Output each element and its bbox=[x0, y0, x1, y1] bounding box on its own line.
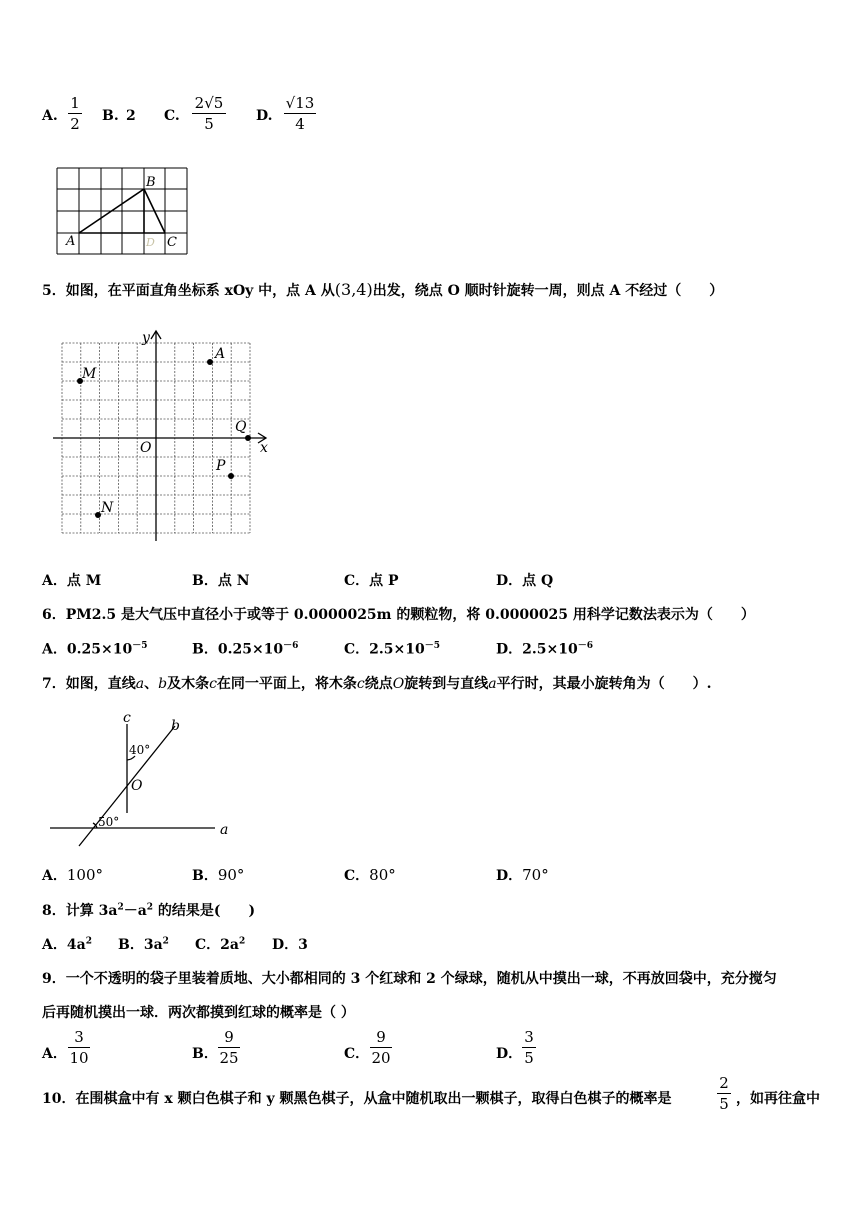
q7-part-7: 平行时，其最小旋转角为（ ）. bbox=[496, 676, 712, 692]
point-q bbox=[245, 435, 251, 441]
q7-lines-figure bbox=[45, 710, 245, 850]
point-m-label: M bbox=[82, 366, 97, 382]
q4-option-d-fraction bbox=[284, 94, 316, 133]
q8-option-b-label: B． bbox=[118, 937, 144, 953]
q6-option-d-label: D． bbox=[496, 641, 523, 658]
q6-option-c[interactable] bbox=[344, 638, 440, 659]
q6-option-b[interactable] bbox=[192, 638, 298, 659]
q9-option-c-label[interactable]: C． bbox=[344, 1046, 370, 1062]
q9-stem-line-2: 后再随机摸出一球．两次都摸到红球的概率是（ ） bbox=[42, 1005, 355, 1021]
q4-triangle-grid-figure bbox=[50, 160, 200, 260]
q9-option-b-label[interactable]: B． bbox=[192, 1046, 218, 1062]
q8-option-a[interactable] bbox=[42, 934, 92, 954]
q5-option-a[interactable] bbox=[42, 570, 101, 590]
q8-option-d[interactable] bbox=[272, 934, 308, 954]
q7-var-o: O bbox=[392, 676, 405, 692]
point-p bbox=[228, 473, 234, 479]
q7-part-3: 及木条 bbox=[167, 676, 210, 692]
q6-option-b-label: B． bbox=[192, 641, 218, 658]
q5-coordinate: (3,4) bbox=[334, 280, 373, 299]
q9-option-c-fraction bbox=[370, 1028, 392, 1067]
q4-option-d-label: D. bbox=[256, 108, 273, 124]
q9-a-numerator: 3 bbox=[74, 1028, 84, 1046]
q4-option-c-fraction bbox=[192, 94, 226, 133]
q5-option-a-text: 点 M bbox=[66, 573, 102, 589]
x-axis-label: x bbox=[260, 440, 268, 456]
q4-option-b-label: B. bbox=[102, 108, 119, 124]
point-d-label: D bbox=[146, 236, 155, 249]
q6-option-d[interactable] bbox=[496, 638, 593, 659]
q6-option-b-exp: －6 bbox=[283, 641, 299, 651]
q8-option-b[interactable] bbox=[118, 934, 169, 954]
q9-d-numerator: 3 bbox=[524, 1028, 534, 1046]
q9-c-numerator: 9 bbox=[376, 1028, 386, 1046]
q7-part-5: 绕点 bbox=[364, 676, 393, 692]
q4-a-numerator: 1 bbox=[70, 94, 80, 112]
point-p-label: P bbox=[216, 458, 226, 474]
q10-denominator: 5 bbox=[719, 1095, 729, 1113]
q5-option-b[interactable] bbox=[192, 570, 250, 590]
q7-option-c-text: 80° bbox=[369, 866, 396, 884]
q7-var-a: a bbox=[135, 676, 145, 692]
q8-stem bbox=[42, 900, 255, 920]
q8-option-d-label: D． bbox=[272, 937, 299, 953]
q9-c-denominator: 20 bbox=[371, 1049, 391, 1067]
q7-var-b: b bbox=[158, 676, 168, 692]
point-b-label: B bbox=[146, 175, 156, 190]
q8-option-c-label: C． bbox=[195, 937, 221, 953]
q7-option-b-label: B． bbox=[192, 868, 218, 884]
q6-option-d-exp: －6 bbox=[577, 641, 593, 651]
q9-b-numerator: 9 bbox=[224, 1028, 234, 1046]
q6-option-a[interactable] bbox=[42, 638, 147, 659]
q10-numerator: 2 bbox=[719, 1074, 729, 1092]
q9-a-denominator: 10 bbox=[69, 1049, 89, 1067]
q7-option-d[interactable] bbox=[496, 865, 549, 885]
label-a: a bbox=[220, 822, 229, 838]
q4-d-numerator: √13 bbox=[285, 94, 315, 112]
q8-option-b-text: 3a bbox=[143, 937, 163, 953]
q7-option-d-label: D． bbox=[496, 868, 523, 884]
q5-option-d[interactable] bbox=[496, 570, 553, 590]
q7-option-d-text: 70° bbox=[522, 866, 549, 884]
q5-option-d-text: 点 Q bbox=[522, 573, 554, 589]
q6-option-a-base: 0.25×10 bbox=[66, 641, 133, 658]
label-b: b bbox=[171, 718, 180, 734]
q7-part-6: 旋转到与直线 bbox=[404, 676, 489, 692]
q5-option-c-label: C． bbox=[344, 573, 370, 589]
q7-stem bbox=[42, 673, 711, 693]
q5-option-b-text: 点 N bbox=[217, 573, 250, 589]
q7-part-1: 7．如图，直线 bbox=[42, 676, 136, 692]
y-axis-label: y bbox=[142, 330, 150, 346]
q6-option-b-base: 0.25×10 bbox=[217, 641, 284, 658]
q5-option-b-label: B． bbox=[192, 573, 218, 589]
point-a-label: A bbox=[66, 234, 76, 249]
q8-text-mid: －a bbox=[123, 903, 147, 919]
q5-option-c[interactable] bbox=[344, 570, 399, 590]
q8-option-c[interactable] bbox=[195, 934, 245, 954]
q10-stem-before: 10．在围棋盒中有 x 颗白色棋子和 y 颗黑色棋子，从盒中随机取出一颗棋子，取得白色棋子的概率是 bbox=[42, 1091, 672, 1107]
q4-option-b-value: 2 bbox=[126, 108, 136, 124]
q5-text-before: 5．如图，在平面直角坐标系 xOy 中，点 A 从 bbox=[42, 283, 335, 299]
q9-option-d-label[interactable]: D． bbox=[496, 1046, 523, 1062]
q7-option-c-label: C． bbox=[344, 868, 370, 884]
q8-sup-1: 2 bbox=[117, 902, 124, 913]
q9-option-a-fraction bbox=[68, 1028, 90, 1067]
q4-option-c-label: C. bbox=[164, 108, 180, 124]
q7-option-a[interactable] bbox=[42, 865, 103, 885]
q7-option-b-text: 90° bbox=[217, 866, 245, 884]
q5-text-after: 出发，绕点 O 顺时针旋转一周，则点 A 不经过（ ） bbox=[372, 283, 724, 299]
q7-option-a-label: A． bbox=[42, 868, 67, 884]
q8-option-a-label: A． bbox=[42, 937, 67, 953]
q7-part-2: 、 bbox=[144, 676, 159, 692]
q5-option-c-text: 点 P bbox=[369, 573, 399, 589]
q4-d-denominator: 4 bbox=[295, 115, 305, 133]
q5-option-a-label: A． bbox=[42, 573, 67, 589]
q6-option-a-exp: －5 bbox=[132, 641, 148, 651]
angle-50-label: 50° bbox=[98, 815, 120, 829]
q8-text-before: 8．计算 3a bbox=[42, 903, 118, 919]
origin-label: O bbox=[140, 440, 152, 456]
q9-b-denominator: 25 bbox=[219, 1049, 239, 1067]
q4-c-numerator: 2√5 bbox=[194, 94, 224, 112]
q7-option-a-text: 100° bbox=[66, 866, 104, 884]
q8-option-b-sup: 2 bbox=[162, 936, 169, 947]
q5-stem bbox=[42, 280, 723, 300]
q6-option-c-exp: －5 bbox=[424, 641, 440, 651]
q6-option-d-base: 2.5×10 bbox=[522, 641, 578, 658]
q8-option-a-text: 4a bbox=[66, 937, 86, 953]
q4-c-denominator: 5 bbox=[204, 115, 214, 133]
q7-option-c[interactable] bbox=[344, 865, 396, 885]
q9-option-d-fraction bbox=[522, 1028, 536, 1067]
q8-option-c-sup: 2 bbox=[238, 936, 246, 947]
label-c: c bbox=[123, 710, 131, 726]
angle-40-label: 40° bbox=[129, 743, 151, 757]
point-c-label: C bbox=[167, 235, 177, 250]
point-q-label: Q bbox=[235, 419, 247, 435]
point-n-label: N bbox=[101, 500, 114, 516]
q6-stem: 6．PM2.5 是大气压中直径小于或等于 0.0000025m 的颗粒物，将 0.0000025 用科学记数法表示为（ ） bbox=[42, 607, 755, 623]
q6-option-c-base: 2.5×10 bbox=[369, 641, 425, 658]
q8-option-d-text: 3 bbox=[298, 937, 308, 953]
q9-option-b-fraction bbox=[218, 1028, 240, 1067]
q10-probability-fraction bbox=[717, 1074, 731, 1113]
q4-a-denominator: 2 bbox=[70, 115, 80, 133]
q7-var-a-2: a bbox=[488, 676, 497, 692]
q9-stem-line-1: 9．一个不透明的袋子里装着质地、大小都相同的 3 个红球和 2 个绿球，随机从中摸出一球，不再放回袋中，充分搅匀 bbox=[42, 971, 777, 987]
q8-sup-2: 2 bbox=[146, 902, 154, 913]
point-a bbox=[207, 359, 213, 365]
q9-d-denominator: 5 bbox=[524, 1049, 534, 1067]
q5-coordinate-figure bbox=[48, 325, 278, 545]
q4-option-a-fraction bbox=[68, 94, 82, 133]
q7-option-b[interactable] bbox=[192, 865, 244, 885]
q10-stem-after: ，如再往盒中 bbox=[736, 1091, 820, 1107]
q8-option-a-sup: 2 bbox=[85, 936, 92, 947]
q4-option-a-label: A. bbox=[42, 108, 58, 124]
q8-option-c-text: 2a bbox=[220, 937, 239, 953]
label-o: O bbox=[131, 778, 143, 794]
q6-option-c-label: C． bbox=[344, 641, 370, 658]
q7-var-c-2: c bbox=[356, 676, 365, 692]
q8-text-after: 的结果是( ) bbox=[153, 903, 256, 919]
q6-option-a-label: A． bbox=[42, 641, 67, 658]
q7-var-c: c bbox=[209, 676, 217, 692]
q7-part-4: 在同一平面上，将木条 bbox=[216, 676, 357, 692]
point-a-label: A bbox=[215, 346, 226, 362]
q5-option-d-label: D． bbox=[496, 573, 523, 589]
q9-option-a-label[interactable]: A． bbox=[42, 1046, 67, 1062]
